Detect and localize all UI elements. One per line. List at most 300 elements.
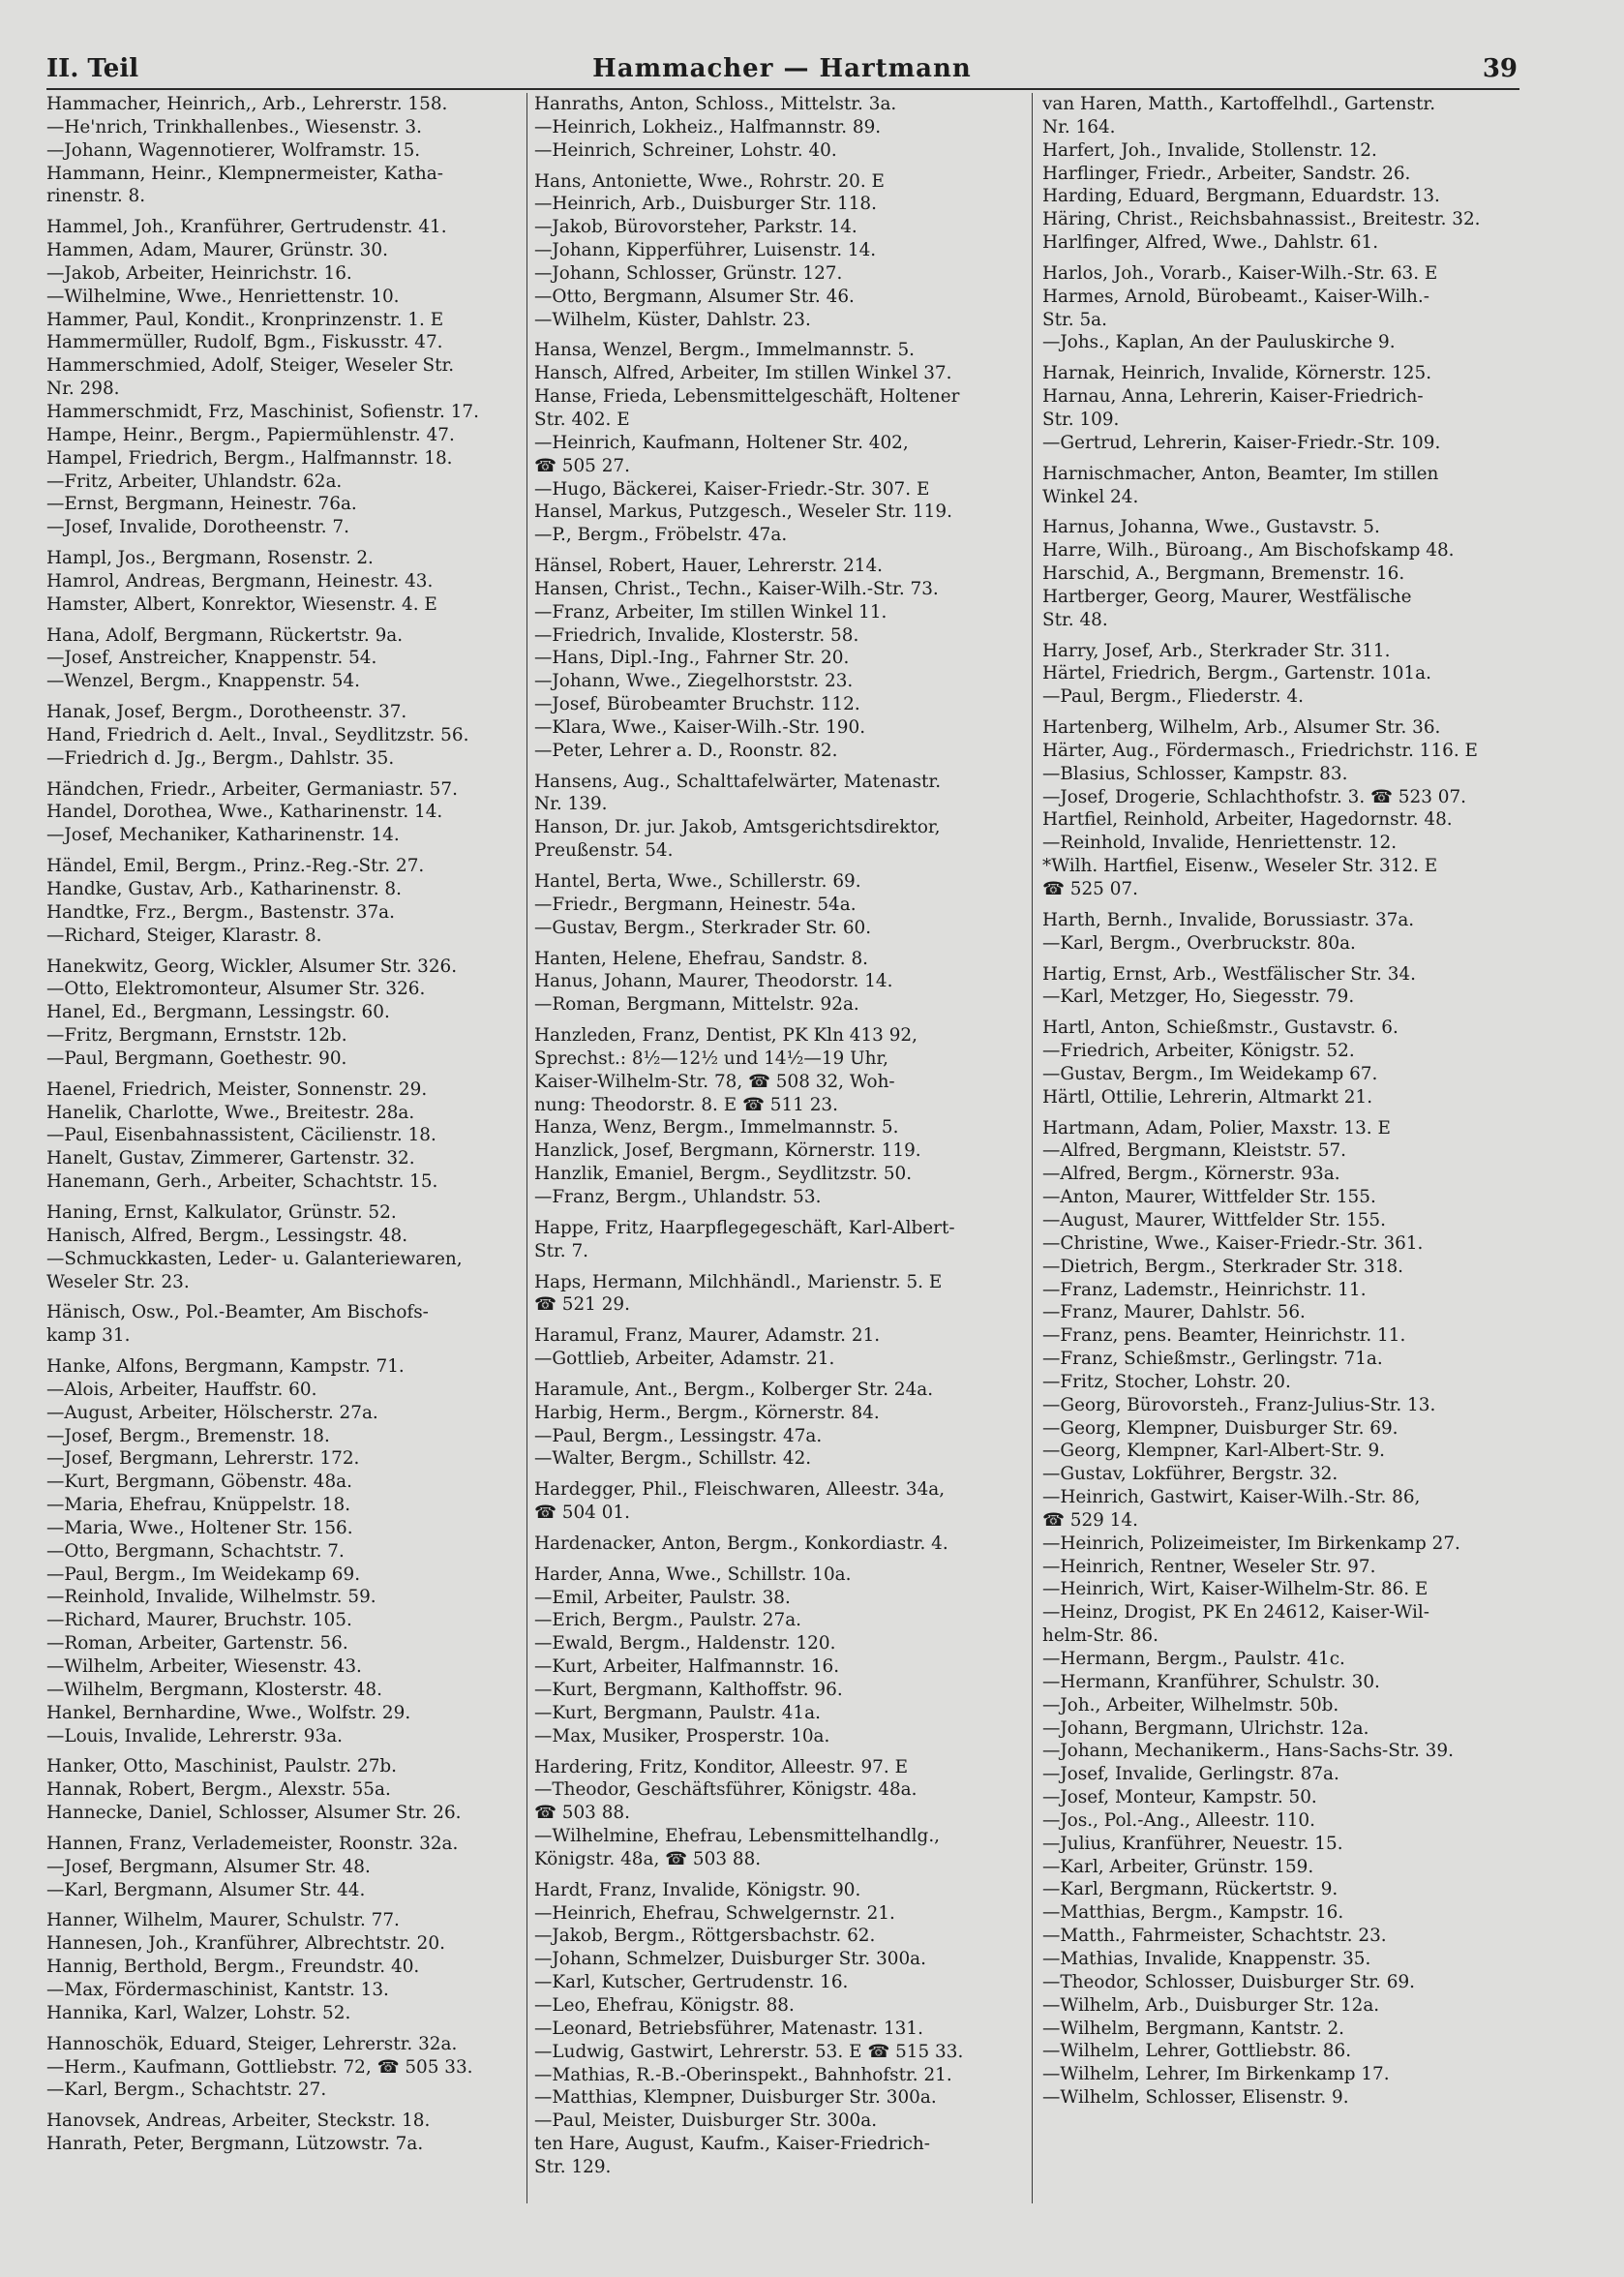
directory-entry-line: —Paul, Eisenbahnassistent, Cäcilienstr. 18. [46, 1125, 436, 1146]
column-divider-left [526, 93, 527, 2203]
directory-entry-line: Hanse, Frieda, Lebensmittelgeschäft, Holtener [534, 386, 960, 408]
directory-entry-line: —Josef, Bürobeamter Bruchstr. 112. [534, 694, 860, 715]
directory-entry-line: —Heinz, Drogist, PK En 24612, Kaiser-Wil- [1042, 1602, 1429, 1624]
entry-gap [46, 693, 519, 701]
directory-entry-line: —Maria, Ehefrau, Knüppelstr. 18. [46, 1495, 351, 1516]
directory-entry-line: Hanus, Johann, Maurer, Theodorstr. 14. [534, 971, 893, 992]
directory-entry-line: —Karl, Bergmann, Alsumer Str. 44. [46, 1879, 366, 1900]
directory-entry-line: Hänisch, Osw., Pol.-Beamter, Am Bischofs- [46, 1302, 429, 1323]
directory-entry-line: Hanrath, Peter, Bergmann, Lützowstr. 7a. [46, 2134, 424, 2155]
directory-entry-line: —Friedrich d. Jg., Bergm., Dahlstr. 35. [46, 747, 395, 769]
part-label: II. Teil [46, 54, 139, 83]
entry-gap [534, 163, 1023, 170]
entry-gap [1042, 632, 1521, 640]
directory-entry-line: Hanzleden, Franz, Dentist, PK Kln 413 92, [534, 1025, 917, 1047]
entry-gap [1042, 455, 1521, 463]
directory-entry-line: Hamster, Albert, Konrektor, Wiesenstr. 4. E [46, 593, 437, 615]
directory-entry-line: Hansen, Christ., Techn., Kaiser-Wilh.-Str. 73. [534, 578, 939, 599]
directory-entry-line: —Reinhold, Invalide, Wilhelmstr. 59. [46, 1587, 376, 1608]
directory-entry-line: Hampl, Jos., Bergmann, Rosenstr. 2. [46, 548, 374, 569]
entry-gap [1042, 1109, 1521, 1117]
directory-entry-line: —Karl, Metzger, Ho, Siegesstr. 79. [1042, 987, 1355, 1008]
directory-entry-line: Hanovsek, Andreas, Arbeiter, Steckstr. 18. [46, 2110, 431, 2132]
directory-entry-line: —Johann, Mechanikerm., Hans-Sachs-Str. 39. [1042, 1741, 1454, 1762]
directory-entry-line: Hänsel, Robert, Hauer, Lehrerstr. 214. [534, 556, 884, 577]
directory-entry-line: Happe, Fritz, Haarpflegegeschäft, Karl-Albert- [534, 1217, 955, 1238]
directory-entry-line: —Heinrich, Wirt, Kaiser-Wilhelm-Str. 86. E [1042, 1579, 1429, 1600]
directory-entry-line: Hannen, Franz, Verlademeister, Roonstr. 32a. [46, 1833, 459, 1854]
directory-entry-line: ☎ 505 27. [534, 455, 630, 476]
directory-entry-line: Winkel 24. [1042, 486, 1139, 507]
directory-entry-line: Haramule, Ant., Bergm., Kolberger Str. 24a. [534, 1379, 934, 1400]
directory-entry-line: Str. 402. E [534, 409, 630, 430]
directory-entry-line: —Walter, Bergm., Schillstr. 42. [534, 1448, 812, 1470]
directory-entry-line: —Otto, Elektromonteur, Alsumer Str. 326. [46, 979, 426, 1000]
entry-gap [1042, 1009, 1521, 1017]
directory-entry-line: —Paul, Bergmann, Goethestr. 90. [46, 1047, 347, 1069]
directory-entry-line: —Johs., Kaplan, An der Pauluskirche 9. [1042, 332, 1396, 353]
directory-entry-line: —Gottlieb, Arbeiter, Adamstr. 21. [534, 1349, 835, 1370]
directory-entry-line: Hardegger, Phil., Fleischwaren, Alleestr. 34a, [534, 1479, 946, 1501]
directory-entry-line: —Alois, Arbeiter, Hauffstr. 60. [46, 1379, 317, 1400]
directory-entry-line: —Hans, Dipl.-Ing., Fahrner Str. 20. [534, 648, 850, 669]
directory-entry-line: Härter, Aug., Fördermasch., Friedrichstr. 116. E [1042, 740, 1478, 761]
directory-entry-line: —Karl, Kutscher, Gertrudenstr. 16. [534, 1972, 849, 1993]
directory-entry-line: Handel, Dorothea, Wwe., Katharinenstr. 14. [46, 802, 443, 823]
directory-entry-line: —Matthias, Klempner, Duisburger Str. 300a. [534, 2087, 937, 2109]
entry-gap [1042, 901, 1521, 909]
directory-entry-line: —P., Bergm., Fröbelstr. 47a. [534, 525, 788, 546]
directory-entry-line: —Richard, Maurer, Bruchstr. 105. [46, 1610, 352, 1631]
directory-entry-line: Hanten, Helene, Ehefrau, Sandstr. 8. [534, 948, 869, 969]
directory-entry-line: —Maria, Wwe., Holtener Str. 156. [46, 1517, 353, 1538]
entry-gap [534, 763, 1023, 771]
directory-entry-line: —Christine, Wwe., Kaiser-Friedr.-Str. 361. [1042, 1232, 1424, 1254]
directory-entry-line: Händchen, Friedr., Arbeiter, Germaniastr. 57. [46, 778, 458, 800]
directory-entry-line: —Heinrich, Arb., Duisburger Str. 118. [534, 194, 877, 215]
directory-entry-line: kamp 31. [46, 1325, 131, 1347]
entry-gap [534, 331, 1023, 339]
directory-entry-line: Hantel, Berta, Wwe., Schillerstr. 69. [534, 871, 861, 892]
directory-entry-line: —Leo, Ehefrau, Königstr. 88. [534, 1994, 795, 2016]
directory-entry-line: Str. 7. [534, 1240, 588, 1261]
directory-entry-line: ☎ 529 14. [1042, 1509, 1138, 1531]
directory-entry-line: Harre, Wilh., Büroang., Am Bischofskamp 48. [1042, 540, 1455, 562]
directory-entry-line: Hana, Adolf, Bergmann, Rückertstr. 9a. [46, 624, 404, 646]
directory-entry-line: —Julius, Kranführer, Neuestr. 15. [1042, 1833, 1343, 1854]
entry-gap [46, 1747, 519, 1755]
directory-entry-line: Str. 109. [1042, 409, 1120, 430]
directory-entry-line: Hansa, Wenzel, Bergm., Immelmannstr. 5. [534, 340, 915, 361]
directory-entry-line: Hammann, Heinr., Klempnermeister, Katha- [46, 163, 443, 184]
directory-entry-line: Harth, Bernh., Invalide, Borussiastr. 37a. [1042, 909, 1415, 930]
page-title: Hammacher — Hartmann [592, 54, 972, 83]
directory-entry-line: Häring, Christ., Reichsbahnassist., Breitestr. 32. [1042, 209, 1481, 230]
directory-entry-line: Hampe, Heinr., Bergm., Papiermühlenstr. 47. [46, 424, 455, 445]
directory-entry-line: —Friedrich, Arbeiter, Königstr. 52. [1042, 1041, 1355, 1062]
directory-entry-line: Nr. 164. [1042, 116, 1116, 137]
column-right [1042, 93, 1521, 2110]
directory-entry-line: —Franz, Schießmstr., Gerlingstr. 71a. [1042, 1349, 1383, 1370]
directory-entry-line: ☎ 525 07. [1042, 879, 1138, 899]
directory-entry-line: —Erich, Bergm., Paulstr. 27a. [534, 1610, 802, 1631]
directory-entry-line: Str. 129. [534, 2156, 612, 2177]
directory-entry-line: —Wilhelm, Bergmann, Kantstr. 2. [1042, 2018, 1344, 2039]
directory-entry-line: —Fritz, Stocher, Lohstr. 20. [1042, 1371, 1291, 1392]
entry-gap [534, 1556, 1023, 1564]
directory-entry-line: Hammerschmied, Adolf, Steiger, Weseler Str. [46, 355, 455, 377]
directory-entry-line: Harlos, Joh., Vorarb., Kaiser-Wilh.-Str. 63. E [1042, 262, 1438, 284]
entry-gap [46, 617, 519, 624]
directory-entry-line: —Franz, Bergm., Uhlandstr. 53. [534, 1186, 822, 1207]
directory-entry-line: Harbig, Herm., Bergm., Körnerstr. 84. [534, 1402, 880, 1423]
directory-entry-line: Harnus, Johanna, Wwe., Gustavstr. 5. [1042, 517, 1380, 538]
directory-entry-line: —Gustav, Bergm., Sterkrader Str. 60. [534, 917, 872, 938]
directory-entry-line: Härtel, Friedrich, Bergm., Gartenstr. 101a. [1042, 663, 1431, 684]
directory-entry-line: —Wilhelmine, Ehefrau, Lebensmittelhandlg., [534, 1826, 941, 1847]
entry-gap [534, 1371, 1023, 1379]
directory-entry-line: Haps, Hermann, Milchhändl., Marienstr. 5. E [534, 1271, 943, 1292]
directory-entry-line: Hartl, Anton, Schießmstr., Gustavstr. 6. [1042, 1017, 1398, 1039]
directory-entry-line: —Otto, Bergmann, Schachtstr. 7. [46, 1540, 345, 1562]
directory-entry-line: —Ernst, Bergmann, Heinestr. 76a. [46, 494, 357, 515]
entry-gap [46, 1825, 519, 1833]
directory-entry-line: —Heinrich, Schreiner, Lohstr. 40. [534, 139, 837, 161]
directory-entry-line: ☎ 503 88. [534, 1803, 630, 1824]
directory-entry-line: Hand, Friedrich d. Aelt., Inval., Seydlitzstr. 56. [46, 724, 469, 745]
directory-entry-line: —Wilhelm, Bergmann, Klosterstr. 48. [46, 1679, 382, 1700]
directory-entry-line: Hartfiel, Reinhold, Arbeiter, Hagedornstr. 48. [1042, 809, 1453, 831]
directory-entry-line: Hartberger, Georg, Maurer, Westfälische [1042, 586, 1412, 607]
directory-entry-line: —Wilhelm, Lehrer, Im Birkenkamp 17. [1042, 2064, 1390, 2085]
directory-entry-line: Hannika, Karl, Walzer, Lohstr. 52. [46, 2002, 351, 2023]
directory-entry-line: —Georg, Klempner, Duisburger Str. 69. [1042, 1417, 1398, 1439]
directory-entry-line: Hanelt, Gustav, Zimmerer, Gartenstr. 32. [46, 1148, 415, 1169]
directory-entry-line: —Joh., Arbeiter, Wilhelmstr. 50b. [1042, 1694, 1339, 1715]
directory-entry-line: —Paul, Meister, Duisburger Str. 300a. [534, 2110, 878, 2132]
directory-entry-line: —Johann, Schmelzer, Duisburger Str. 300a. [534, 1949, 926, 1970]
entry-gap [46, 539, 519, 547]
directory-entry-line: —Theodor, Geschäftsführer, Königstr. 48a. [534, 1779, 917, 1801]
directory-entry-line: —Franz, Arbeiter, Im stillen Winkel 11. [534, 601, 887, 622]
directory-entry-line: —Josef, Bergm., Bremenstr. 18. [46, 1425, 330, 1446]
directory-entry-line: —Richard, Steiger, Klarastr. 8. [46, 925, 322, 946]
directory-entry-line: ten Hare, August, Kaufm., Kaiser-Friedrich- [534, 2134, 930, 2155]
directory-entry-line: Hannoschök, Eduard, Steiger, Lehrerstr. 32a. [46, 2033, 458, 2054]
directory-entry-line: Hanekwitz, Georg, Wickler, Alsumer Str. 326. [46, 956, 458, 977]
directory-entry-line: Hannesen, Joh., Kranführer, Albrechtstr. 20. [46, 1933, 445, 1955]
entry-gap [46, 1071, 519, 1078]
entry-gap [534, 863, 1023, 870]
directory-entry-line: Harnak, Heinrich, Invalide, Körnerstr. 125. [1042, 363, 1432, 384]
directory-entry-line: Hammer, Paul, Kondit., Kronprinzenstr. 1. E [46, 309, 444, 330]
directory-entry-line: Hans, Antoniette, Wwe., Rohrstr. 20. E [534, 170, 885, 192]
directory-entry-line: Haramul, Franz, Maurer, Adamstr. 21. [534, 1325, 881, 1347]
directory-entry-line: —Kurt, Bergmann, Göbenstr. 48a. [46, 1472, 352, 1493]
directory-entry-line: Harnau, Anna, Lehrerin, Kaiser-Friedrich- [1042, 386, 1424, 408]
directory-entry-line: Handtke, Frz., Bergm., Bastenstr. 37a. [46, 901, 395, 923]
entry-gap [46, 2025, 519, 2033]
directory-entry-line: Hartig, Ernst, Arb., Westfälischer Str. 34. [1042, 963, 1416, 985]
directory-entry-line: —Hermann, Kranführer, Schulstr. 30. [1042, 1671, 1380, 1692]
directory-entry-line: —Kurt, Bergmann, Paulstr. 41a. [534, 1702, 821, 1723]
directory-entry-line: —Franz, Maurer, Dahlstr. 56. [1042, 1302, 1306, 1323]
directory-entry-line: —He'nrich, Trinkhallenbes., Wiesenstr. 3. [46, 116, 422, 137]
directory-entry-line: Harlfinger, Alfred, Wwe., Dahlstr. 61. [1042, 232, 1379, 254]
directory-entry-line: rinenstr. 8. [46, 186, 146, 207]
entry-gap [46, 1194, 519, 1201]
directory-entry-line: Hansch, Alfred, Arbeiter, Im stillen Winkel 37. [534, 363, 952, 384]
directory-entry-line: Harnischmacher, Anton, Beamter, Im stillen [1042, 463, 1439, 484]
directory-entry-line: Hanel, Ed., Bergmann, Lessingstr. 60. [46, 1002, 390, 1023]
directory-entry-line: —Schmuckkasten, Leder- u. Galanteriewaren, [46, 1248, 463, 1269]
directory-entry-line: nung: Theodorstr. 8. E ☎ 511 23. [534, 1094, 838, 1115]
directory-entry-line: Hardenacker, Anton, Bergm., Konkordiastr. 4. [534, 1533, 948, 1554]
directory-entry-line: Hanemann, Gerh., Arbeiter, Schachtstr. 15. [46, 1171, 438, 1193]
directory-entry-line: —Jakob, Bürovorsteher, Parkstr. 14. [534, 217, 857, 238]
directory-entry-line: —Heinrich, Kaufmann, Holtener Str. 402, [534, 432, 909, 453]
directory-entry-line: Hanelik, Charlotte, Wwe., Breitestr. 28a. [46, 1102, 415, 1123]
directory-entry-line: —Roman, Bergmann, Mittelstr. 92a. [534, 994, 859, 1016]
entry-gap [534, 1209, 1023, 1217]
directory-entry-line: —Mathias, Invalide, Knappenstr. 35. [1042, 1948, 1371, 1969]
directory-entry-line: Harflinger, Friedr., Arbeiter, Sandstr. 26. [1042, 163, 1411, 184]
directory-entry-line: —Heinrich, Ehefrau, Schwelgernstr. 21. [534, 1902, 895, 1924]
directory-entry-line: —Mathias, R.-B.-Oberinspekt., Bahnhofstr. 21. [534, 2064, 952, 2085]
directory-entry-line: Haning, Ernst, Kalkulator, Grünstr. 52. [46, 1201, 397, 1223]
directory-entry-line: —Wilhelm, Schlosser, Elisenstr. 9. [1042, 2087, 1349, 2109]
directory-entry-line: —Heinrich, Gastwirt, Kaiser-Wilh.-Str. 86, [1042, 1487, 1421, 1508]
directory-entry-line: —Heinrich, Lokheiz., Halfmannstr. 89. [534, 116, 882, 137]
directory-entry-line: —Johann, Bergmann, Ulrichstr. 12a. [1042, 1717, 1369, 1739]
directory-entry-line: Hammacher, Heinrich,, Arb., Lehrerstr. 158. [46, 94, 448, 114]
directory-entry-line: —Matthias, Bergm., Kampstr. 16. [1042, 1902, 1344, 1924]
directory-entry-line: Nr. 298. [46, 379, 120, 400]
directory-entry-line: —Josef, Bergmann, Lehrerstr. 172. [46, 1448, 360, 1470]
entry-gap [534, 940, 1023, 948]
directory-entry-line: —Wilhelm, Arb., Duisburger Str. 12a. [1042, 1994, 1380, 2016]
directory-entry-line: —Peter, Lehrer a. D., Roonstr. 82. [534, 740, 838, 761]
directory-entry-line: Kaiser-Wilhelm-Str. 78, ☎ 508 32, Woh- [534, 1071, 895, 1092]
entry-gap [534, 547, 1023, 555]
directory-entry-line: Preußenstr. 54. [534, 840, 674, 862]
directory-entry-line: Hanner, Wilhelm, Maurer, Schulstr. 77. [46, 1910, 400, 1931]
directory-entry-line: Härtl, Ottilie, Lehrerin, Altmarkt 21. [1042, 1086, 1373, 1108]
directory-entry-line: —Franz, Lademstr., Heinrichstr. 11. [1042, 1279, 1367, 1300]
directory-entry-line: Hartmann, Adam, Polier, Maxstr. 13. E [1042, 1117, 1391, 1138]
directory-entry-line: Hammel, Joh., Kranführer, Gertrudenstr. 41. [46, 217, 447, 238]
entry-gap [534, 1017, 1023, 1024]
directory-entry-line: —Hugo, Bäckerei, Kaiser-Friedr.-Str. 307. E [534, 478, 930, 500]
entry-gap [46, 2102, 519, 2110]
directory-entry-line: —Reinhold, Invalide, Henriettenstr. 12. [1042, 833, 1398, 854]
directory-entry-line: Hannak, Robert, Bergm., Alexstr. 55a. [46, 1779, 391, 1801]
entry-gap [534, 1317, 1023, 1324]
entry-gap [46, 771, 519, 778]
directory-entry-line: —Louis, Invalide, Lehrerstr. 93a. [46, 1725, 344, 1746]
directory-entry-line: —Max, Musiker, Prosperstr. 10a. [534, 1725, 830, 1746]
directory-entry-line: Hamrol, Andreas, Bergmann, Heinestr. 43. [46, 570, 434, 592]
directory-entry-line: —Jos., Pol.-Ang., Alleestr. 110. [1042, 1809, 1315, 1831]
directory-entry-line: —August, Maurer, Wittfelder Str. 155. [1042, 1209, 1386, 1230]
directory-entry-line: Hammen, Adam, Maurer, Grünstr. 30. [46, 240, 388, 261]
directory-entry-line: —Gustav, Bergm., Im Weidekamp 67. [1042, 1063, 1378, 1084]
directory-entry-line: Str. 5a. [1042, 309, 1107, 330]
directory-entry-line: —Paul, Bergm., Fliederstr. 4. [1042, 686, 1304, 708]
directory-entry-line: —Wilhelm, Lehrer, Gottliebstr. 86. [1042, 2041, 1352, 2062]
directory-entry-line: Handke, Gustav, Arb., Katharinenstr. 8. [46, 879, 402, 899]
directory-entry-line: —Ewald, Bergm., Haldenstr. 120. [534, 1633, 836, 1655]
entry-gap [46, 948, 519, 956]
entry-gap [534, 1871, 1023, 1879]
directory-entry-line: —Josef, Anstreicher, Knappenstr. 54. [46, 648, 377, 669]
directory-entry-line: —Jakob, Bergm., Röttgersbachstr. 62. [534, 1926, 876, 1947]
directory-entry-line: —Anton, Maurer, Wittfelder Str. 155. [1042, 1187, 1376, 1208]
directory-entry-line: —Friedrich, Invalide, Klosterstr. 58. [534, 624, 859, 646]
directory-entry-line: —Herm., Kaufmann, Gottliebstr. 72, ☎ 505 33. [46, 2056, 473, 2078]
directory-entry-line: —Ludwig, Gastwirt, Lehrerstr. 53. E ☎ 515 33. [534, 2041, 964, 2062]
entry-gap [1042, 354, 1521, 362]
directory-entry-line: Weseler Str. 23. [46, 1271, 190, 1292]
column-left [46, 93, 519, 2156]
directory-entry-line: —Josef, Invalide, Gerlingstr. 87a. [1042, 1764, 1339, 1785]
directory-entry-line: —Wilhelm, Arbeiter, Wiesenstr. 43. [46, 1656, 362, 1677]
directory-entry-line: Str. 48. [1042, 609, 1108, 630]
directory-entry-line: —Gustav, Lokführer, Bergstr. 32. [1042, 1464, 1338, 1485]
directory-entry-line: Hanzlik, Emaniel, Bergm., Seydlitzstr. 50. [534, 1164, 913, 1185]
directory-entry-line: —Max, Fördermaschinist, Kantstr. 13. [46, 1979, 389, 2000]
entry-gap [1042, 709, 1521, 716]
directory-entry-line: Hardering, Fritz, Konditor, Alleestr. 97. E [534, 1756, 908, 1777]
entry-gap [46, 1293, 519, 1301]
directory-entry-line: Haenel, Friedrich, Meister, Sonnenstr. 29. [46, 1078, 428, 1100]
directory-entry-line: —Leonard, Betriebsführer, Matenastr. 131. [534, 2018, 923, 2039]
directory-entry-line: —Fritz, Bergmann, Ernststr. 12b. [46, 1025, 347, 1047]
directory-entry-line: Händel, Emil, Bergm., Prinz.-Reg.-Str. 27. [46, 856, 425, 877]
directory-entry-line: Hanzlick, Josef, Bergmann, Körnerstr. 119. [534, 1140, 921, 1162]
running-header [46, 48, 1518, 89]
directory-entry-line: *Wilh. Hartfiel, Eisenw., Weseler Str. 312. E [1042, 856, 1438, 877]
directory-entry-line: Hannecke, Daniel, Schlosser, Alsumer Str. 26. [46, 1803, 462, 1824]
directory-entry-line: Hankel, Bernhardine, Wwe., Wolfstr. 29. [46, 1702, 411, 1723]
directory-entry-line: Hanson, Dr. jur. Jakob, Amtsgerichtsdirektor, [534, 817, 941, 838]
directory-entry-line: —Emil, Arbeiter, Paulstr. 38. [534, 1587, 791, 1608]
directory-entry-line: —Theodor, Schlosser, Duisburger Str. 69. [1042, 1971, 1415, 1992]
directory-entry-line: Hartenberg, Wilhelm, Arb., Alsumer Str. 36. [1042, 717, 1441, 739]
directory-entry-line: helm-Str. 86. [1042, 1625, 1158, 1647]
directory-entry-line: Hammerschmidt, Frz, Maschinist, Sofienstr. 17. [46, 401, 479, 422]
directory-entry-line: —Hermann, Bergm., Paulstr. 41c. [1042, 1649, 1345, 1669]
entry-gap [46, 208, 519, 216]
directory-entry-line: —Josef, Drogerie, Schlachthofstr. 3. ☎ 523 07. [1042, 786, 1466, 807]
directory-entry-line: —Josef, Bergmann, Alsumer Str. 48. [46, 1856, 371, 1877]
directory-entry-line: —Gertrud, Lehrerin, Kaiser-Friedr.-Str. 109. [1042, 432, 1441, 453]
column-middle [534, 93, 1023, 2179]
directory-entry-line: Harry, Josef, Arb., Sterkrader Str. 311. [1042, 640, 1391, 661]
entry-gap [534, 1525, 1023, 1533]
directory-entry-line: —Karl, Bergm., Schachtstr. 27. [46, 2080, 327, 2101]
directory-entry-line: —Fritz, Arbeiter, Uhlandstr. 62a. [46, 471, 343, 492]
directory-entry-line: Hampel, Friedrich, Bergm., Halfmannstr. 18. [46, 447, 453, 469]
directory-entry-line: Sprechst.: 8½—12½ und 14½—19 Uhr, [534, 1047, 889, 1069]
directory-entry-line: van Haren, Matth., Kartoffelhdl., Gartenstr. [1042, 94, 1436, 114]
directory-entry-line: —Karl, Arbeiter, Grünstr. 159. [1042, 1856, 1314, 1877]
directory-entry-line: —Karl, Bergmann, Rückertstr. 9. [1042, 1879, 1338, 1900]
directory-entry-line: —Josef, Monteur, Kampstr. 50. [1042, 1787, 1317, 1808]
directory-entry-line: Harschid, A., Bergmann, Bremenstr. 16. [1042, 563, 1405, 585]
directory-entry-line: ☎ 521 29. [534, 1294, 630, 1316]
directory-entry-line: —Matth., Fahrmeister, Schachtstr. 23. [1042, 1926, 1387, 1947]
directory-entry-line: Hanak, Josef, Bergm., Dorotheenstr. 37. [46, 702, 407, 723]
directory-entry-line: —Jakob, Arbeiter, Heinrichstr. 16. [46, 262, 352, 284]
page-number: 39 [1482, 54, 1518, 83]
directory-entry-line: —Kurt, Bergmann, Kalthoffstr. 96. [534, 1680, 843, 1700]
column-divider-right [1032, 93, 1033, 2203]
directory-entry-line: Harfert, Joh., Invalide, Stollenstr. 12. [1042, 139, 1377, 161]
directory-entry-line: —Johann, Wagennotierer, Wolframstr. 15. [46, 139, 421, 161]
entry-gap [46, 847, 519, 855]
directory-entry-line: Hanraths, Anton, Schloss., Mittelstr. 3a. [534, 94, 897, 114]
directory-entry-line: Hanker, Otto, Maschinist, Paulstr. 27b. [46, 1756, 398, 1777]
directory-entry-line: Hanke, Alfons, Bergmann, Kampstr. 71. [46, 1356, 405, 1378]
directory-entry-line: Hardt, Franz, Invalide, Königstr. 90. [534, 1879, 861, 1900]
directory-entry-line: —Josef, Mechaniker, Katharinenstr. 14. [46, 825, 400, 846]
directory-entry-line: Nr. 139. [534, 794, 608, 815]
directory-entry-line: —Johann, Schlosser, Grünstr. 127. [534, 262, 843, 284]
directory-entry-line: Hansens, Aug., Schalttafelwärter, Matenastr. [534, 771, 942, 792]
directory-entry-line: —Kurt, Arbeiter, Halfmannstr. 16. [534, 1656, 840, 1678]
directory-entry-line: —Georg, Bürovorsteh., Franz-Julius-Str. 13. [1042, 1394, 1436, 1415]
entry-gap [46, 1901, 519, 1909]
directory-entry-line: Harding, Eduard, Bergmann, Eduardstr. 13. [1042, 186, 1440, 207]
directory-entry-line: Hansel, Markus, Putzgesch., Weseler Str. 119. [534, 501, 952, 523]
directory-entry-line: —Paul, Bergm., Lessingstr. 47a. [534, 1425, 823, 1446]
directory-entry-line: —Wenzel, Bergm., Knappenstr. 54. [46, 671, 360, 692]
directory-entry-line: Hanza, Wenz, Bergm., Immelmannstr. 5. [534, 1117, 899, 1138]
directory-entry-line: —Klara, Wwe., Kaiser-Wilh.-Str. 190. [534, 716, 866, 738]
directory-entry-line: Königstr. 48a, ☎ 503 88. [534, 1848, 762, 1869]
directory-entry-line: Hannig, Berthold, Bergm., Freundstr. 40. [46, 1957, 420, 1978]
directory-entry-line: —Wilhelmine, Wwe., Henriettenstr. 10. [46, 286, 400, 307]
directory-entry-line: Hanisch, Alfred, Bergm., Lessingstr. 48. [46, 1225, 408, 1246]
directory-entry-line: —Johann, Wwe., Ziegelhorststr. 23. [534, 671, 854, 692]
directory-entry-line: —Johann, Kipperführer, Luisenstr. 14. [534, 240, 877, 261]
directory-entry-line: —Paul, Bergm., Im Weidekamp 69. [46, 1564, 361, 1585]
directory-entry-line: —Franz, pens. Beamter, Heinrichstr. 11. [1042, 1325, 1406, 1347]
directory-entry-line: —Friedr., Bergmann, Heinestr. 54a. [534, 894, 857, 915]
directory-entry-line: —Josef, Invalide, Dorotheenstr. 7. [46, 517, 349, 538]
directory-entry-line: —Wilhelm, Küster, Dahlstr. 23. [534, 309, 811, 330]
entry-gap [534, 1748, 1023, 1756]
directory-entry-line: —Heinrich, Polizeimeister, Im Birkenkamp 27. [1042, 1533, 1460, 1554]
directory-entry-line: —Otto, Bergmann, Alsumer Str. 46. [534, 286, 855, 307]
entry-gap [1042, 956, 1521, 963]
entry-gap [1042, 255, 1521, 262]
entry-gap [46, 1348, 519, 1355]
directory-entry-line: —Alfred, Bergmann, Kleiststr. 57. [1042, 1140, 1346, 1162]
directory-entry-line: Harder, Anna, Wwe., Schillstr. 10a. [534, 1564, 852, 1585]
directory-entry-line: —August, Arbeiter, Hölscherstr. 27a. [46, 1402, 378, 1423]
directory-entry-line: Hammermüller, Rudolf, Bgm., Fiskusstr. 47. [46, 332, 443, 353]
directory-entry-line: —Dietrich, Bergm., Sterkrader Str. 318. [1042, 1256, 1403, 1277]
directory-entry-line: —Blasius, Schlosser, Kampstr. 83. [1042, 763, 1348, 784]
header-rule [46, 88, 1519, 90]
entry-gap [534, 1471, 1023, 1478]
directory-entry-line: —Georg, Klempner, Karl-Albert-Str. 9. [1042, 1441, 1385, 1462]
directory-entry-line: ☎ 504 01. [534, 1503, 630, 1524]
entry-gap [534, 1263, 1023, 1271]
directory-entry-line: Harmes, Arnold, Bürobeamt., Kaiser-Wilh.- [1042, 286, 1429, 307]
